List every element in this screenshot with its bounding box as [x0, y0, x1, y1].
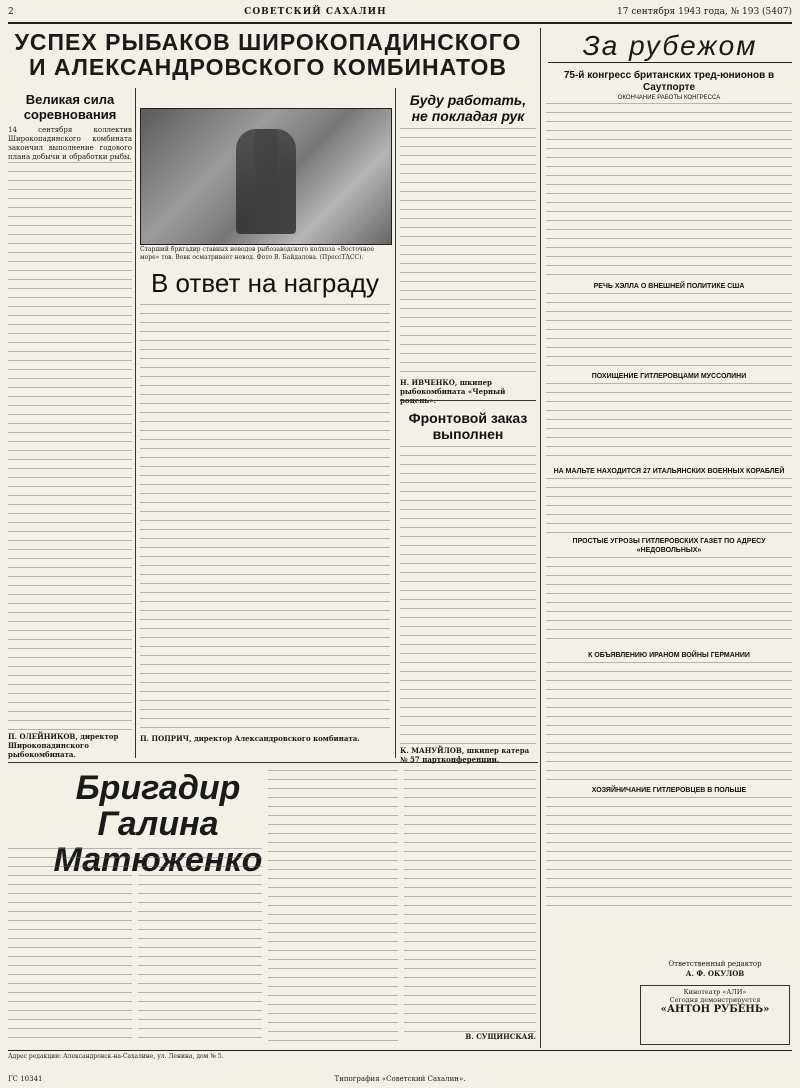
- ad-line-1: Кинотеатр «АЛИ»: [683, 988, 747, 996]
- text-body: [140, 304, 390, 734]
- footer-printer: Типография «Советский Сахалин».: [334, 1075, 466, 1083]
- editor-label: Ответственный редактор: [668, 960, 762, 968]
- text-body: [546, 662, 792, 782]
- article-answer-title: В ответ на награду: [150, 268, 380, 298]
- ad-title: «АНТОН РУБЕНЬ»: [660, 1004, 770, 1015]
- fisherman-figure: [236, 129, 296, 234]
- masthead: [8, 4, 792, 24]
- article-great-force-signature: П. ОЛЕЙНИКОВ, директор Широкопадинского рыбокомбината.: [8, 732, 119, 759]
- text-body: [400, 128, 536, 378]
- cinema-ad: [640, 985, 790, 1045]
- brigadier-title-line-1: Бригадир: [75, 769, 241, 807]
- abroad-item-title: ПОХИЩЕНИЕ ГИТЛЕРОВЦАМИ МУССОЛИНИ: [591, 373, 747, 380]
- article-great-force-lead: 14 сентября коллектив Широкопадинского комбината закончил выполнение годового плана добычи и обработки рыбы.: [8, 126, 132, 161]
- photo-caption: [140, 246, 390, 262]
- article-front-order: [400, 410, 536, 764]
- footer: [8, 1050, 792, 1083]
- abroad-item-title: К ОБЪЯВЛЕНИЮ ИРАНОМ ВОЙНЫ ГЕРМАНИИ: [588, 652, 750, 659]
- abroad-column: [546, 70, 792, 950]
- article-answer: [140, 268, 390, 758]
- text-body: [546, 797, 792, 907]
- section-rule: [400, 400, 536, 401]
- article-brigadier-signature: В. СУЩИНСКАЯ.: [465, 1032, 536, 1041]
- article-answer-signature: П. ПОПРИЧ, директор Александровского комбината.: [140, 734, 360, 743]
- article-great-force-title: Великая сила соревнования: [23, 92, 117, 122]
- article-great-force: [8, 92, 132, 760]
- article-will-work: [400, 92, 536, 396]
- photo-caption-text: Старший бригадир ставных неводов рыбозаводского колхоза «Восточное море» тов. Вовк осматривает невод.: [140, 246, 375, 261]
- text-body: [8, 848, 132, 1044]
- text-body: [546, 103, 792, 278]
- main-headline: [8, 30, 528, 80]
- paper-name: СОВЕТСКИЙ САХАЛИН: [244, 7, 387, 17]
- headline-line-1: УСПЕХ РЫБАКОВ ШИРОКОПАДИНСКОГО: [14, 29, 522, 55]
- article-will-work-title: Буду работать, не покладая рук: [409, 92, 527, 124]
- ad-line-2: Сегодня демонстрируется: [669, 996, 761, 1004]
- abroad-item-title: РЕЧЬ ХЭЛЛА О ВНЕШНЕЙ ПОЛИТИКЕ США: [593, 283, 745, 290]
- congress-subtitle: ОКОНЧАНИЕ РАБОТЫ КОНГРЕССА: [617, 95, 721, 101]
- text-body: [546, 557, 792, 647]
- congress-title: 75-й конгресс британских тред-юнионов в Саутпорте: [563, 70, 775, 93]
- text-body: [8, 162, 132, 732]
- issue-date: 17 сентября 1943 года, № 193 (5407): [617, 7, 792, 17]
- article-will-work-signature: Н. ИВЧЕНКО, шкипер рыбокомбината «Черный: [400, 378, 506, 396]
- editor-block: [640, 960, 790, 978]
- photo-fisherman: [140, 108, 392, 245]
- column-rule: [135, 88, 136, 758]
- text-body: [546, 383, 792, 463]
- column-rule: [540, 28, 541, 1048]
- article-front-order-title: Фронтовой заказ выполнен: [408, 410, 528, 442]
- brigadier-title-line-2: Галина Матюженко: [53, 805, 263, 879]
- editor-name: А. Ф. ОКУЛОВ: [685, 969, 745, 978]
- article-front-order-signature: К. МАНУЙЛОВ, шкипер катера № 57 партконференции.: [400, 746, 530, 764]
- text-body: [546, 478, 792, 533]
- text-body: [268, 770, 398, 1044]
- text-body: [138, 848, 262, 1044]
- page-number: 2: [8, 7, 14, 17]
- abroad-item-title: НА МАЛЬТЕ НАХОДИТСЯ 27 ИТАЛЬЯНСКИХ ВОЕННЫХ КОРАБЛЕЙ: [553, 468, 785, 475]
- abroad-section-title: За рубежом: [548, 30, 792, 63]
- text-body: [404, 770, 536, 1044]
- abroad-item-title: ХОЗЯЙНИЧАНИЕ ГИТЛЕРОВЦЕВ В ПОЛЬШЕ: [591, 787, 747, 794]
- headline-line-2: И АЛЕКСАНДРОВСКОГО КОМБИНАТОВ: [28, 54, 508, 80]
- footer-address: Адрес редакции: Александровск-на-Сахалине, ул. Ленина, дом № 5.: [8, 1053, 224, 1060]
- text-body: [546, 293, 792, 368]
- column-rule: [395, 88, 396, 758]
- text-body: [400, 446, 536, 746]
- abroad-item-title: ПРОСТЫЕ УГРОЗЫ ГИТЛЕРОВСКИХ ГАЗЕТ ПО АДРЕСУ «НЕДОВОЛЬНЫХ»: [572, 538, 766, 554]
- photo-credit: Фото В. Байдалова. (ПрессТАСС).: [256, 254, 364, 261]
- footer-code: ГС 10341: [8, 1075, 43, 1083]
